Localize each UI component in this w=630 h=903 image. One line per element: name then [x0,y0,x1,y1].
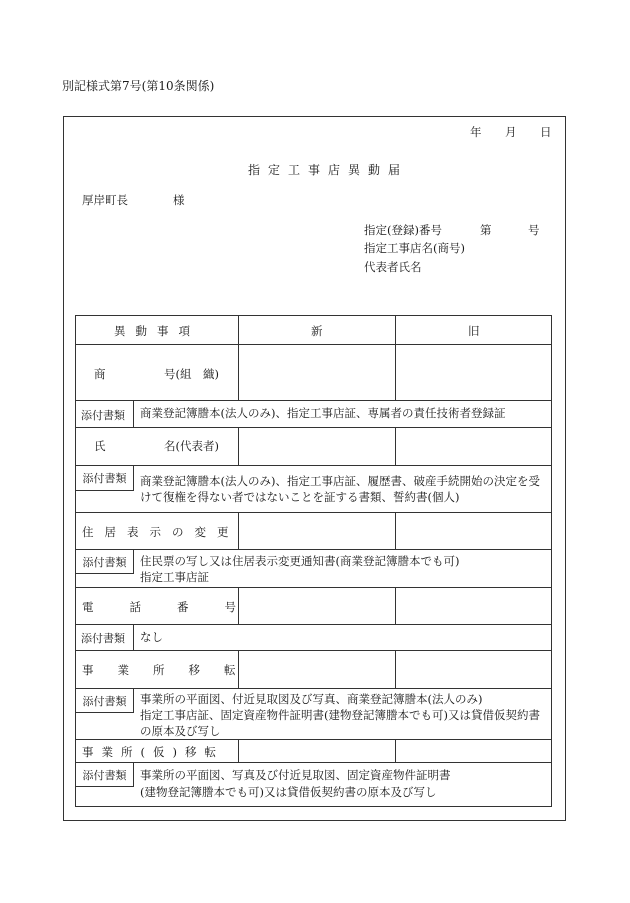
addressee-honorific: 様 [173,193,185,207]
attach-trade-name-line-1: 商業登記簿謄本(法人のみ)、指定工事店証、専属者の責任技術者登録証 [140,406,506,420]
row-name-label-b: 名(代表者) [164,439,219,453]
attach-label-address [75,549,134,574]
registration-dai: 第 [480,223,492,237]
registration-number-label: 指定(登録)番号 [364,223,442,237]
row-trade-name-label-b: 号(組 織) [164,367,219,381]
attach-name-line-1: 商業登記簿謄本(法人のみ)、指定工事店証、履歴書、破産手続開始の決定を受 [140,474,540,488]
attach-phone-line-1: なし [140,630,163,644]
row-trade-name-label-a: 商 [94,367,106,381]
attach-temp-office-line-1: 事業所の平面図、写真及び付近見取図、固定資産物件証明書 [140,768,451,782]
attach-office-line-3: の原本及び写し [140,724,221,738]
row-office-label: 事業所移転 [82,663,260,677]
date-year: 年 [470,125,482,139]
attach-name-line-2: けて復権を得ない者ではないことを証する書類、誓約書(個人) [140,490,460,504]
header-new: 新 [311,324,323,338]
attach-address-line-1: 住民票の写し又は住居表示変更通知書(商業登記簿謄本でも可) [140,554,460,568]
attach-temp-office-line-2: (建物登記簿謄本でも可)又は貸借仮契約書の原本及び写し [140,785,437,799]
attach-label-temp-office-text: 添付書類 [82,768,127,782]
attach-label-temp-office [75,762,134,787]
attach-label-office [75,688,134,713]
date-day: 日 [540,125,552,139]
header-old: 旧 [468,324,480,338]
attach-label-trade-name: 添付書類 [81,409,125,422]
attach-label-office-text: 添付書類 [82,694,127,708]
attach-office-line-1: 事業所の平面図、付近見取図及び写真、商業登記簿謄本(法人のみ) [140,692,483,706]
row-phone-label: 電話番号 [82,600,272,614]
attach-label-phone: 添付書類 [81,632,125,645]
representative-label: 代表者氏名 [364,260,422,274]
row-temp-office-label: 事業所(仮)移転 [82,745,224,759]
attach-label-name [75,465,134,491]
date-month: 月 [505,125,517,139]
header-item-text: 異動事項 [114,324,200,338]
attach-office-line-2: 指定工事店証、固定資産物件証明書(建物登記簿謄本でも可)又は貸借仮契約書 [140,708,540,722]
registration-go: 号 [528,223,540,237]
attach-label-address-text: 添付書類 [82,555,127,569]
row-address-label: 住居表示の変更 [82,525,240,539]
document-title: 指定工事店異動届 [248,163,409,177]
attach-label-name-text: 添付書類 [82,472,127,485]
attach-address-line-2: 指定工事店証 [140,570,209,584]
store-name-label: 指定工事店名(商号) [364,241,465,255]
row-name-label-a: 氏 [94,439,106,453]
header-item [114,323,200,339]
addressee-name: 厚岸町長 [82,193,128,207]
form-reference: 別記様式第7号(第10条関係) [62,79,215,93]
